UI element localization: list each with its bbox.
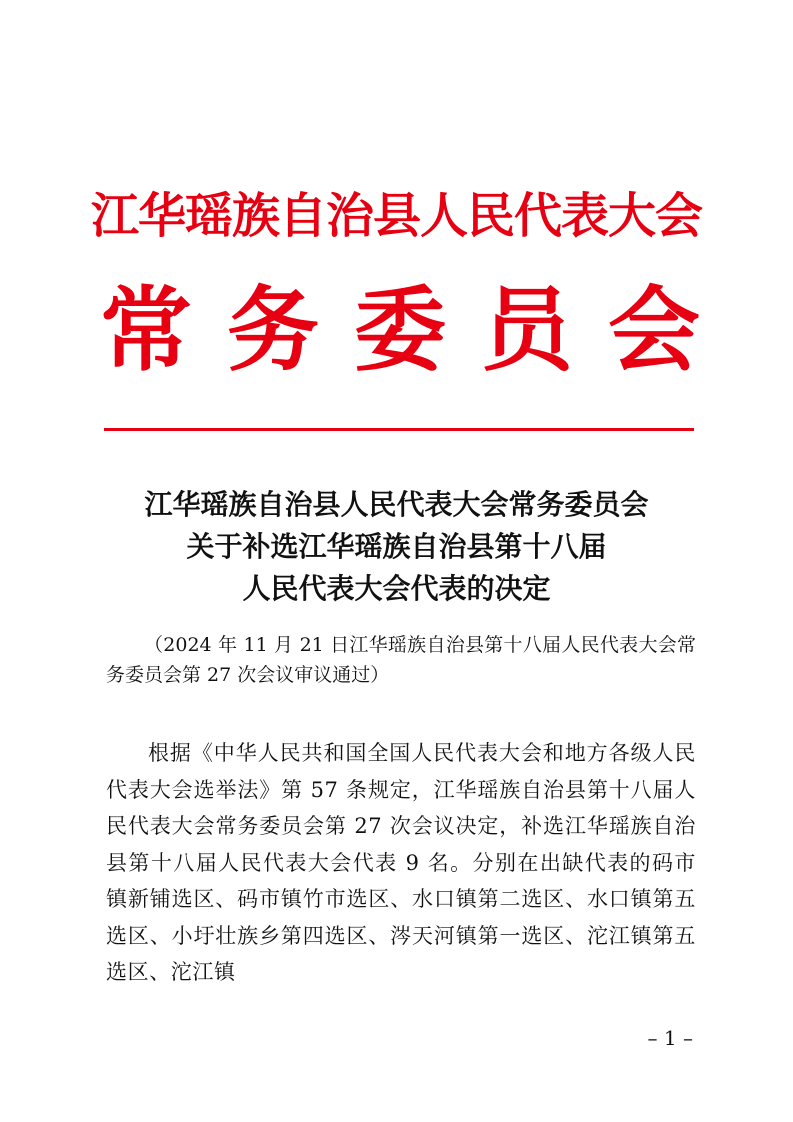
document-title-line: 关于补选江华瑶族自治县第十八届	[186, 530, 607, 563]
issuing-authority-name: 江华瑶族自治县人民代表大会	[90, 188, 702, 244]
committee-char: 委	[353, 276, 446, 384]
committee-char: 员	[480, 276, 573, 384]
page-number: – 1 –	[647, 1026, 693, 1050]
committee-char: 会	[607, 276, 700, 384]
header-divider	[104, 428, 694, 431]
document-title	[0, 484, 793, 610]
committee-char: 务	[226, 276, 319, 384]
body-paragraph: 根据《中华人民共和国全国人民代表大会和地方各级人民代表大会选举法》第 57 条规定，江华瑶族自治县第十八届人民代表大会常务委员会第 27 次会议决定，补选江华瑶族自治县第十八届人民代表大会代表 9 名。分别在出缺代表的码市镇新铺选区、码市镇竹市选区、水口镇第二选区、水口镇第五选区、小圩壮族乡第四选区、涔天河镇第一选区、沱江镇第五选区、沱江镇	[106, 741, 696, 984]
session-approval-note: （2024 年 11 月 21 日江华瑶族自治县第十八届人民代表大会常务委员会第 27 次会议审议通过）	[106, 634, 696, 686]
document-title-line: 江华瑶族自治县人民代表大会常务委员会	[144, 488, 649, 521]
issuing-authority-committee	[100, 278, 700, 382]
committee-char: 常	[100, 276, 193, 384]
document-title-line: 人民代表大会代表的决定	[242, 572, 551, 605]
